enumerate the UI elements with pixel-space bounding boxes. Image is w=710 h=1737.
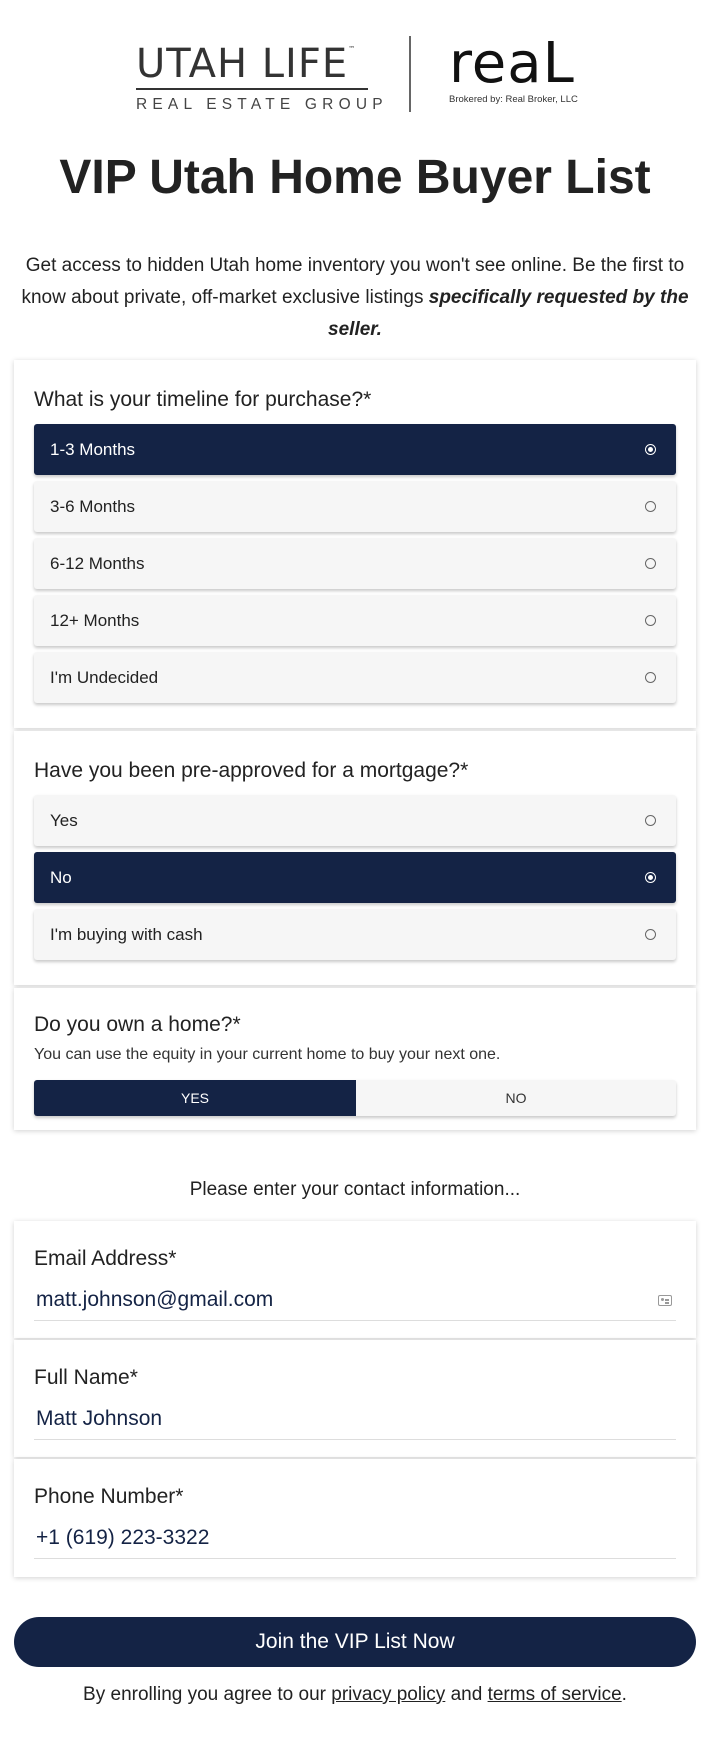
timeline-option-3-6-months[interactable]: 3-6 Months <box>34 481 676 532</box>
utah-life-logo-wordmark: UTAH LIFE™ <box>136 41 357 87</box>
name-field-card <box>14 1340 696 1457</box>
timeline-question-label: What is your timeline for purchase?* <box>34 388 372 411</box>
radio-icon <box>645 672 656 683</box>
phone-label: Phone Number* <box>34 1485 184 1508</box>
phone-field[interactable] <box>34 1517 676 1559</box>
intro-text: Get access to hidden Utah home inventory you won't see online. Be the first to know about private, off-market exclusive listings specifically requested by the seller. <box>21 255 689 340</box>
email-field-card <box>14 1221 696 1338</box>
preapproval-option-yes[interactable]: Yes <box>34 795 676 846</box>
timeline-option-6-12-months[interactable]: 6-12 Months <box>34 538 676 589</box>
real-broker-wordmark: reaL <box>449 31 575 96</box>
terms-of-service-link[interactable]: terms of service <box>487 1684 622 1705</box>
phone-field-card <box>14 1459 696 1577</box>
own-home-hint: You can use the equity in your current home to buy your next one. <box>34 1046 501 1063</box>
header-logos <box>0 31 710 114</box>
full-name-field[interactable] <box>34 1398 676 1440</box>
own-home-toggle <box>34 1080 676 1116</box>
email-label: Email Address* <box>34 1247 177 1270</box>
utah-life-logo-rule <box>136 88 368 90</box>
radio-icon <box>645 558 656 569</box>
radio-icon <box>645 929 656 940</box>
contact-prompt: Please enter your contact information... <box>189 1179 521 1200</box>
timeline-option-12-plus-months[interactable]: 12+ Months <box>34 595 676 646</box>
own-home-question-card <box>14 988 696 1130</box>
own-home-no-button[interactable]: NO <box>505 1090 527 1106</box>
contact-card-icon[interactable] <box>658 1295 672 1306</box>
timeline-question-card <box>14 360 696 728</box>
real-broker-logo <box>449 31 579 105</box>
email-field[interactable] <box>34 1279 676 1321</box>
radio-selected-icon <box>645 444 656 455</box>
radio-icon <box>645 815 656 826</box>
own-home-question-label: Do you own a home?* <box>34 1013 241 1036</box>
timeline-option-undecided[interactable]: I'm Undecided <box>34 652 676 703</box>
preapproval-option-no[interactable]: No <box>34 852 676 903</box>
preapproval-option-cash[interactable]: I'm buying with cash <box>34 909 676 960</box>
radio-icon <box>645 501 656 512</box>
radio-icon <box>645 615 656 626</box>
name-label: Full Name* <box>34 1366 138 1389</box>
preapproval-question-label: Have you been pre-approved for a mortgage?* <box>34 759 469 782</box>
join-vip-list-button[interactable]: Join the VIP List Now <box>14 1617 696 1667</box>
preapproval-question-card <box>14 731 696 985</box>
logo-divider <box>409 36 411 112</box>
intro-emphasis: specifically requested by the seller. <box>328 287 689 340</box>
radio-selected-icon <box>645 872 656 883</box>
own-home-yes-button[interactable]: YES <box>34 1080 356 1116</box>
timeline-option-1-3-months[interactable]: 1-3 Months <box>34 424 676 475</box>
privacy-policy-link[interactable]: privacy policy <box>331 1684 446 1705</box>
utah-life-logo <box>136 41 388 114</box>
real-broker-tagline: Brokered by: Real Broker, LLC <box>449 94 578 105</box>
page-title: VIP Utah Home Buyer List <box>59 151 651 204</box>
legal-text: By enrolling you agree to our privacy policy and terms of service. <box>83 1684 627 1705</box>
utah-life-logo-subtitle: REAL ESTATE GROUP <box>136 96 388 113</box>
